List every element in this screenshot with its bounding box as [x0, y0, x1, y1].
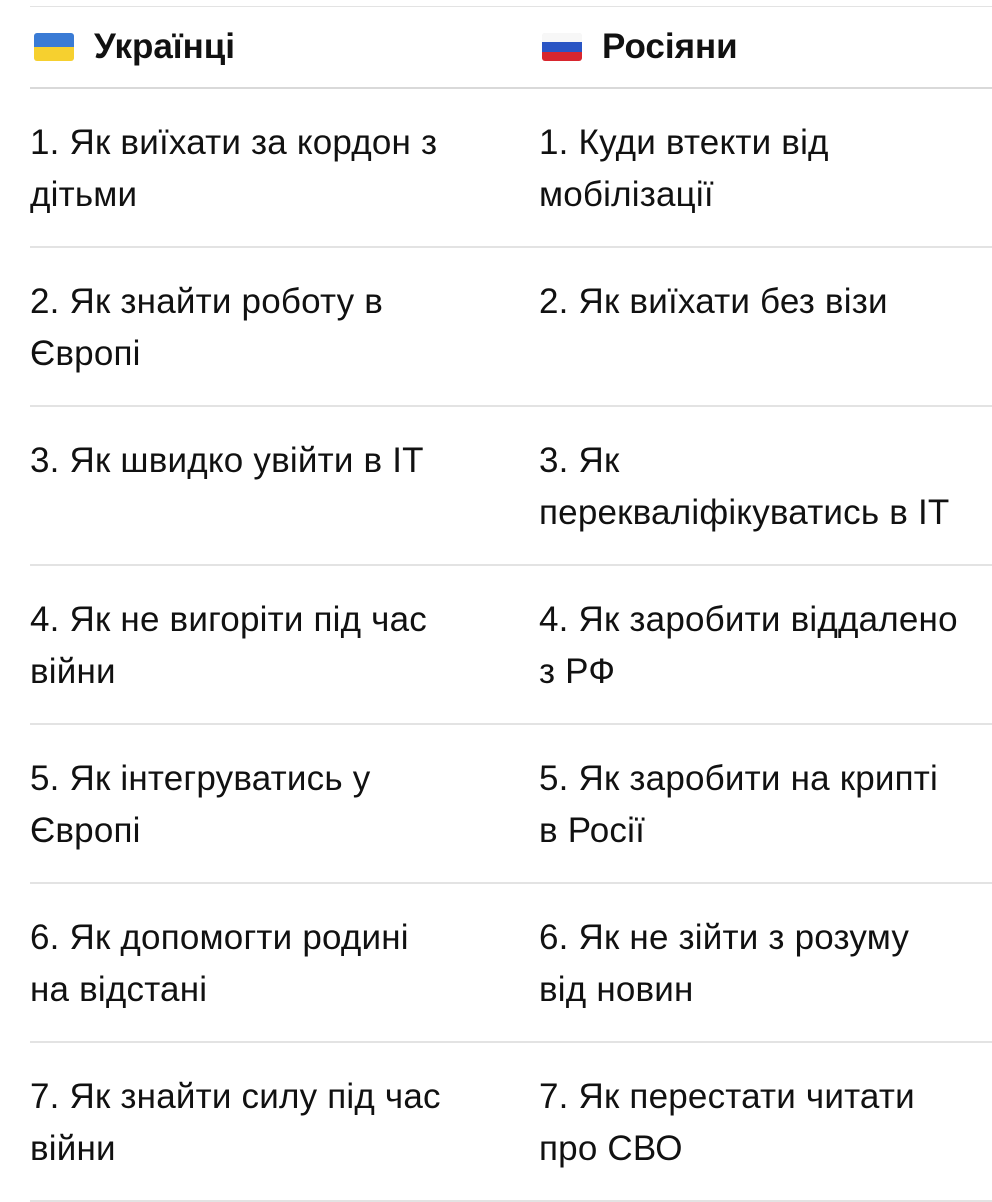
ukrainians-cell [30, 912, 510, 1016]
cell-line: Європі [30, 334, 141, 373]
cell-line: війни [30, 1129, 116, 1168]
cell-line: в Росії [539, 811, 645, 850]
ukrainians-cell [30, 435, 510, 487]
ukrainians-cell [30, 1071, 510, 1175]
cell-line: на відстані [30, 970, 208, 1009]
header-ukrainians [34, 7, 235, 87]
cell-line: Європі [30, 811, 141, 850]
russians-cell [539, 117, 829, 221]
ukrainians-cell [30, 117, 510, 221]
table-row [30, 89, 992, 248]
cell-line: 1. Як виїхати за кордон з [30, 123, 438, 162]
comparison-table [30, 7, 992, 1202]
cell-line: 2. Як знайти роботу в [30, 282, 384, 321]
russians-cell [539, 435, 949, 539]
russia-flag-icon [542, 33, 582, 61]
cell-line: 2. Як виїхати без візи [539, 282, 888, 321]
cell-line: 5. Як інтегруватись у [30, 759, 371, 798]
russians-cell [539, 1071, 915, 1175]
cell-line: 1. Куди втекти від [539, 123, 829, 162]
cell-line: 4. Як не вигоріти під час [30, 600, 427, 639]
cell-line: 7. Як перестати читати [539, 1077, 915, 1116]
table-row [30, 566, 992, 725]
cell-line: дітьми [30, 175, 138, 214]
ukraine-flag-icon [34, 33, 74, 61]
russians-cell [539, 276, 888, 328]
russians-cell [539, 594, 958, 698]
ukrainians-cell [30, 594, 510, 698]
cell-line: 5. Як заробити на крипті [539, 759, 938, 798]
header-russians-label: Росіяни [602, 27, 738, 66]
cell-line: мобілізації [539, 175, 714, 214]
table-header-row [30, 7, 992, 89]
cell-line: про СВО [539, 1129, 683, 1168]
cell-line: від новин [539, 970, 694, 1009]
cell-line: війни [30, 652, 116, 691]
ukrainians-cell [30, 753, 510, 857]
cell-line: 7. Як знайти силу під час [30, 1077, 441, 1116]
table-row [30, 407, 992, 566]
russians-cell [539, 753, 938, 857]
cell-line: 6. Як допомогти родині [30, 918, 409, 957]
cell-line: 6. Як не зійти з розуму [539, 918, 910, 957]
russians-cell [539, 912, 909, 1016]
table-row [30, 248, 992, 407]
header-russians [542, 7, 738, 87]
cell-line: 3. Як [539, 441, 620, 480]
cell-line: 3. Як швидко увійти в IT [30, 441, 424, 480]
table-row [30, 1043, 992, 1202]
ukrainians-cell [30, 276, 510, 380]
cell-line: перекваліфікуватись в IT [539, 493, 950, 532]
table-row [30, 884, 992, 1043]
table-row [30, 725, 992, 884]
header-ukrainians-label: Українці [94, 27, 236, 66]
cell-line: 4. Як заробити віддалено [539, 600, 958, 639]
cell-line: з РФ [539, 652, 616, 691]
